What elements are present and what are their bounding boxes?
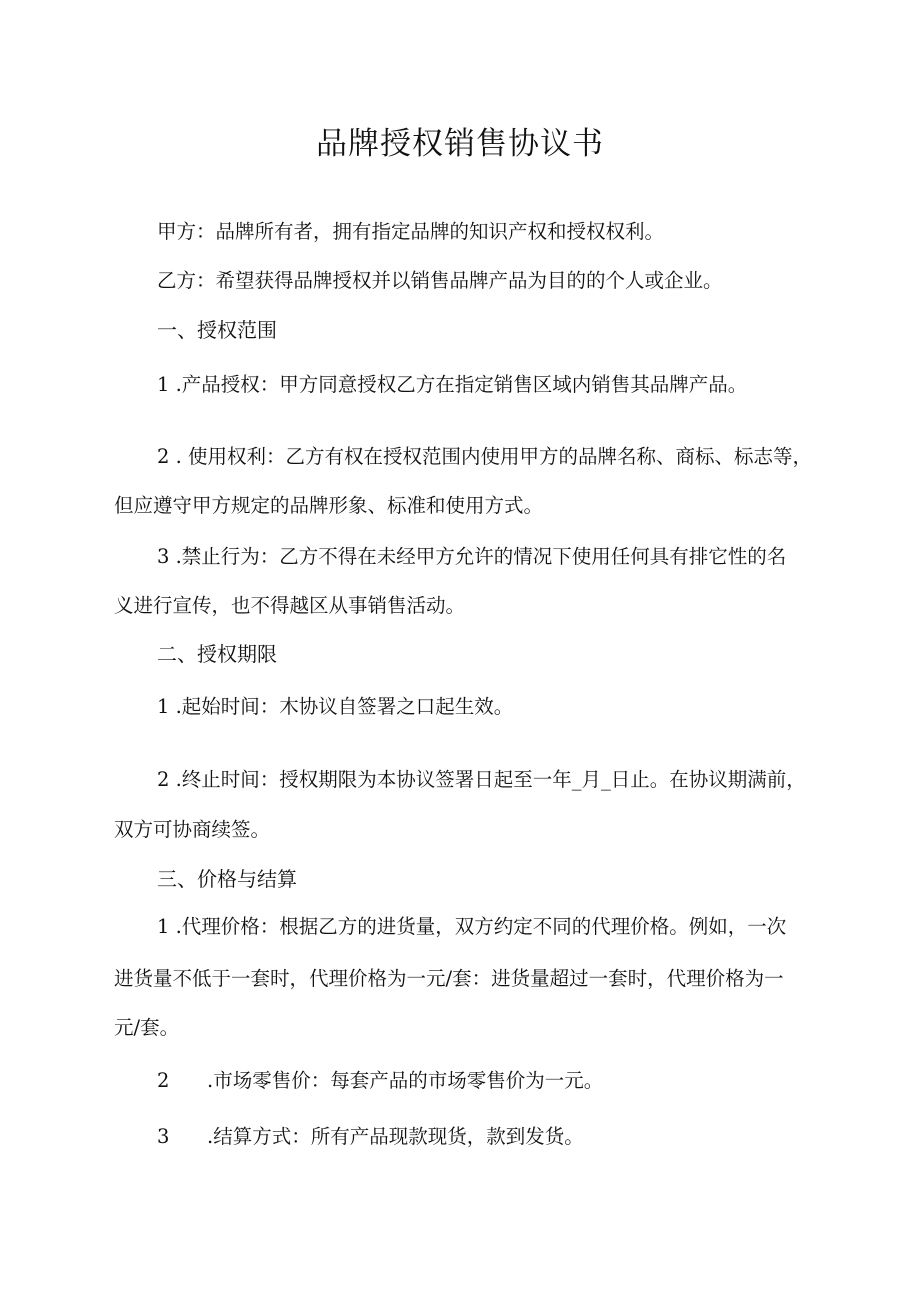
- party-b-statement: 乙方：希望获得品牌授权并以销售品牌产品为目的的个人或企业。: [157, 269, 723, 292]
- clause-end-time-line2: 双方可协商续签。: [114, 818, 271, 841]
- clause-retail-price-number: 2: [157, 1069, 170, 1092]
- clause-prohibited-conduct-line2: 义进行宣传，也不得越区从事销售活动。: [114, 594, 466, 617]
- clause-settlement-method-text: .结算方式：所有产品现款现货，款到发货。: [207, 1125, 584, 1148]
- party-a-statement: 甲方：品牌所有者，拥有指定品牌的知识产权和授权权利。: [157, 220, 665, 243]
- clause-usage-rights-line2: 但应遵守甲方规定的品牌形象、标准和使用方式。: [114, 494, 544, 517]
- clause-agency-price-line1: 1 .代理价格：根据乙方的进货量，双方约定不同的代理价格。例如，一次: [157, 915, 787, 938]
- clause-prohibited-conduct-line1: 3 .禁止行为：乙方不得在未经甲方允许的情况下使用任何具有排它性的名: [157, 545, 787, 568]
- clause-usage-rights-line1: 2 . 使用权利：乙方有权在授权范围内使用甲方的品牌名称、商标、标志等，: [157, 445, 813, 468]
- section-heading-authorization-term: 二、授权期限: [157, 642, 277, 666]
- clause-retail-price-text: .市场零售价：每套产品的市场零售价为一元。: [207, 1069, 604, 1092]
- document-title: 品牌授权销售协议书: [316, 126, 604, 162]
- clause-product-authorization: 1 .产品授权：甲方同意授权乙方在指定销售区域内销售其品牌产品。: [157, 373, 748, 396]
- clause-agency-price-line2: 进货量不低于一套时，代理价格为一元/套：进货量超过一套时，代理价格为一: [114, 967, 784, 990]
- clause-end-time-line1: 2 .终止时间：授权期限为本协议签署日起至一年_月_日止。在协议期满前，: [157, 768, 806, 791]
- clause-settlement-method: [157, 1124, 584, 1150]
- clause-agency-price-line3: 元/套。: [114, 1016, 180, 1039]
- clause-settlement-method-number: 3: [157, 1125, 170, 1148]
- section-heading-price-settlement: 三、价格与结算: [157, 867, 297, 891]
- section-heading-authorization-scope: 一、授权范围: [157, 318, 277, 342]
- clause-retail-price: [157, 1068, 603, 1094]
- clause-start-time: 1 .起始时间：木协议自签署之口起生效。: [157, 695, 514, 718]
